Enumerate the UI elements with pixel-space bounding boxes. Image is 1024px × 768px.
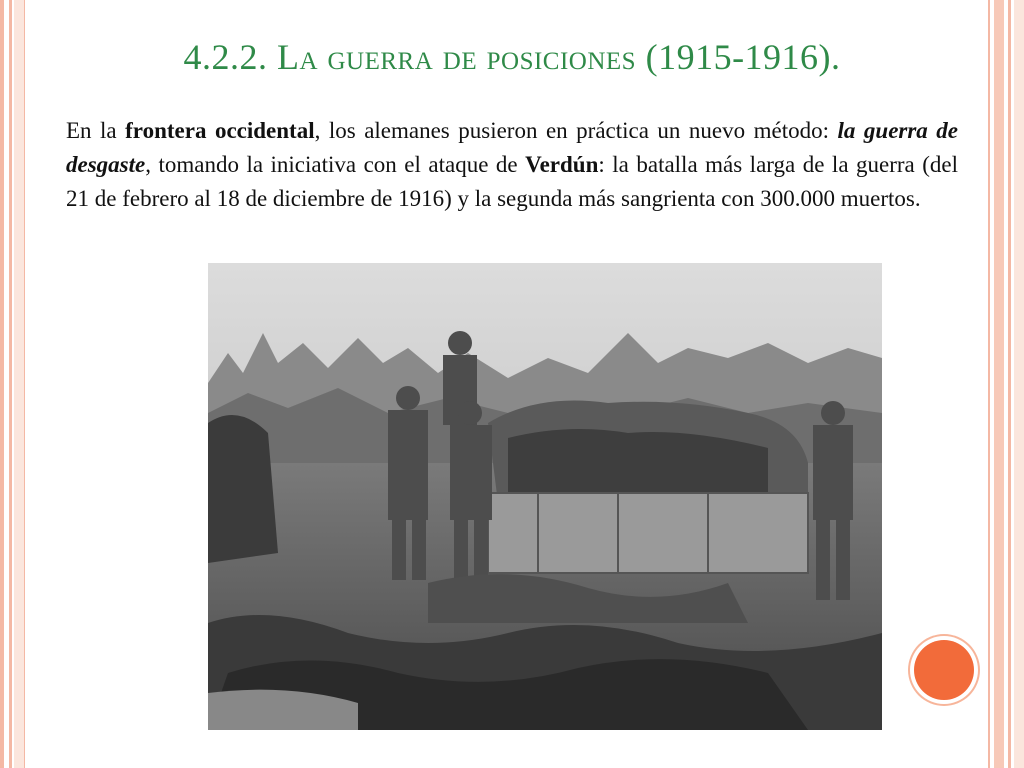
italic-term-desgaste: la guerra de desgaste: [66, 118, 959, 177]
left-border-stripe: [14, 0, 24, 768]
text-run: , tomando la iniciativa con el ataque de: [145, 152, 526, 177]
body-paragraph: [66, 114, 958, 216]
photo-illustration: [208, 263, 882, 730]
left-border-stripe: [9, 0, 12, 768]
bold-term-frontera: frontera occidental: [125, 118, 315, 143]
right-border-stripe: [988, 0, 990, 768]
slide-title: 4.2.2. La guerra de posiciones (1915-1916).: [183, 37, 841, 77]
decorative-orange-dot: [914, 640, 974, 700]
right-border-stripe: [994, 0, 1004, 768]
right-border-stripe: [1008, 0, 1011, 768]
text-run: En la: [66, 118, 126, 143]
historical-photo: [208, 263, 882, 730]
text-run: , los alemanes pusieron en práctica un nuevo método:: [314, 118, 838, 143]
text-run: : la batalla más larga de la guerra (del 21 de febrero al 18 de diciembre de 1916) y la segunda más sangrienta con 300.000 muertos.: [66, 152, 958, 211]
left-border-stripe: [24, 0, 25, 768]
bold-term-verdun: Verdún: [525, 152, 599, 177]
right-border-stripe: [1014, 0, 1024, 768]
left-border-stripe: [0, 0, 4, 768]
